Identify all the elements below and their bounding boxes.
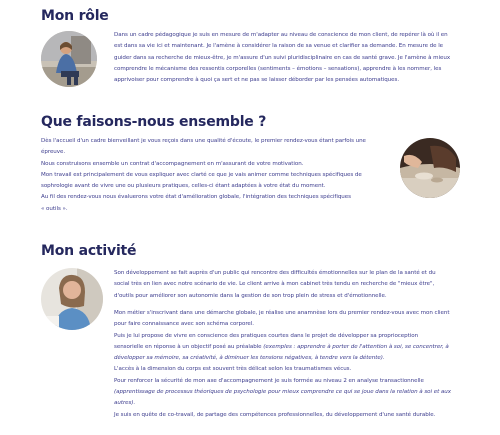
role-photo (41, 31, 97, 87)
heading-mon-role: Mon rôle (41, 8, 109, 24)
role-line: comprendre le mécanisme des ressentis corporelles (sentiments – émotions – sensations), apprendre à les nommer, les (114, 65, 442, 72)
activity-line: Je suis en quête de co-travail, de partage des compétences professionnelles, du développement d'une santé durable. (114, 411, 436, 418)
activity-examples: (exemples : apprendre à porter de l'attention à soi, se concentrer, à (263, 343, 449, 350)
role-line: guider dans sa recherche de mieux-être, je m'assure d'un suivi pluridisciplinaire en cas de santé grave. Je l'amène à mieux (114, 54, 451, 61)
activity-note: (apprentissage de processus théoriques de psychologie pour mieux comprendre ce qui se joue dans la relation à soi et aux (114, 389, 451, 396)
activity-line: Puis je lui propose de vivre en conscience des pratiques courtes dans le projet de développer sa proprioception (114, 332, 419, 339)
heading-que-faisons-nous: Que faisons-nous ensemble ? (41, 114, 267, 130)
activity-line: pour faire connaissance avec son schéma corporel. (114, 321, 255, 328)
role-line: Dans un cadre pédagogique je suis en mesure de m'adapter au niveau de conscience de mon client, de repérer là où il en (114, 32, 448, 38)
role-line: est dans sa vie ici et maintenant. Je l'amène à considérer la raison de sa venue et clarifier sa demande. En mesure de le (114, 43, 444, 50)
role-paragraph (114, 30, 450, 86)
activity-line: Mon métier s'inscrivant dans une démarche globale, je réalise une anamnèse lors du premier rendez-vous avec mon client (114, 310, 450, 316)
together-line: sophrologie avant de vivre une ou plusieurs pratiques, celles-ci étant adaptées à votre état du moment. (41, 183, 326, 190)
together-line: épreuve. (41, 149, 66, 156)
role-line: apprivoiser pour comprendre à quoi ça sert et ne pas se laisser déborder par les pensées automatiques. (114, 77, 400, 84)
together-line: Au fil des rendez-vous nous évaluerons votre état d'amélioration globale, l'intégration des techniques spécifiques (41, 194, 351, 201)
together-line: Dès l'accueil d'un cadre bienveillant je vous reçois dans une qualité d'écoute, le premier rendez-vous étant parfois une (41, 138, 366, 144)
together-paragraph (41, 136, 366, 215)
together-line: « outils ». (41, 205, 68, 212)
activity-note: autres). (114, 400, 136, 407)
activity-paragraph-1 (114, 268, 436, 302)
activity-line: Pour renforcer la sécurité de mon axe d'accompagnement je suis formée au niveau 2 en analyse transactionnelle (114, 377, 424, 384)
activity-line: d'outils pour améliorer son autonomie dans la gestion de son trop plein de stress et d'émotionnelle. (114, 292, 387, 299)
together-photo (400, 138, 460, 198)
activity-examples: développer sa mémoire, sa créativité, à diminuer les tensions négatives, à tendre vers la détente). (114, 355, 385, 362)
activity-line (114, 342, 451, 353)
activity-line: social très en lien avec notre scénario de vie. Le client arrive à mon cabinet très tendu en recherche de "mieux être", (114, 281, 435, 288)
heading-mon-activite: Mon activité (41, 243, 137, 259)
activity-line: L'accès à la dimension du corps est souvent très délicat selon les traumatismes vécus. (114, 366, 352, 373)
activity-photo (41, 268, 103, 330)
together-line: Nous construisons ensemble un contrat d'accompagnement en m'assurant de votre motivation. (41, 160, 304, 167)
activity-line: Son développement se fait auprès d'un public qui rencontre des difficultés émotionnelles sur le plan de la santé et du (114, 270, 436, 276)
activity-paragraph-2 (114, 308, 451, 421)
together-line: Mon travail est principalement de vous expliquer avec clarté ce que je vais animer comme techniques spécifiques de (41, 171, 362, 178)
activity-text: sensorielle en réponse à un objectif posé au préalable (114, 343, 264, 350)
